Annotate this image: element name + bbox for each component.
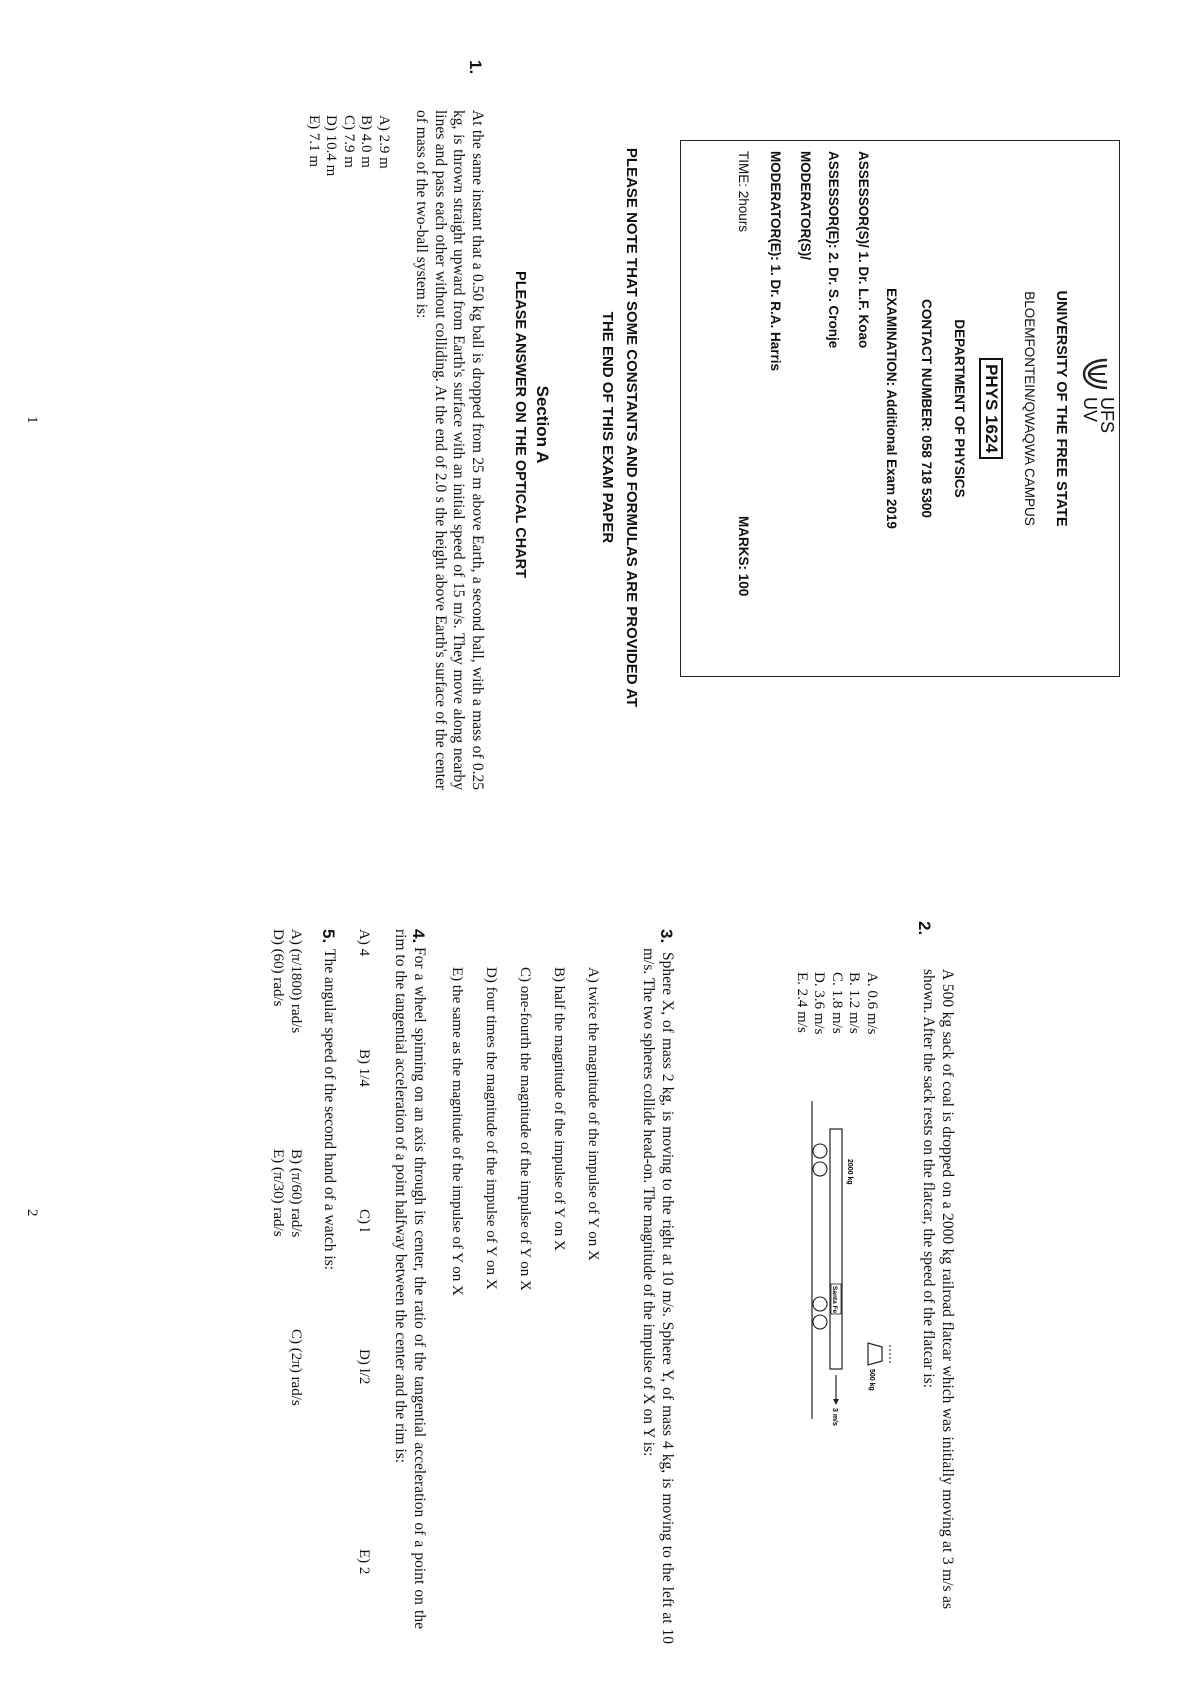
sack-mass-label: 500 kg bbox=[868, 1369, 875, 1391]
wheel-icon bbox=[813, 1144, 827, 1329]
question-1-number: 1. bbox=[466, 60, 485, 75]
option-d: D) 10.4 m bbox=[323, 115, 340, 177]
question-1-options bbox=[305, 115, 393, 176]
question-4-option-c: C) l bbox=[356, 1209, 372, 1232]
question-3-text: Sphere X, of mass 2 kg, is moving to the right at 10 m/s. Sphere Y, of mass 4 kg, is moving to the left at 10 m/s. The two spheres collide head-on. The magnitude of the impulse of X on Y is: bbox=[640, 948, 676, 1644]
car-name-label: Santa Fe bbox=[831, 1286, 838, 1314]
question-5-option-d: D) (60) rad/s bbox=[270, 929, 286, 1007]
ufs-emblem-icon bbox=[1081, 357, 1111, 391]
flatcar-figure bbox=[790, 1099, 900, 1459]
university-logo bbox=[1079, 357, 1117, 477]
option-d: D. 3.6 m/s bbox=[811, 972, 828, 1035]
question-3-option-d: D) four times the magnitude of the impulse of Y on X bbox=[483, 967, 499, 1290]
page-number-1: 1 bbox=[24, 416, 40, 424]
option-e: E. 2.4 m/s bbox=[794, 972, 810, 1033]
question-5-text: The angular speed of the second hand of a watch is: bbox=[321, 949, 338, 1271]
question-3-number: 3. bbox=[657, 929, 676, 944]
course-code: PHYS 1624 bbox=[979, 358, 1003, 459]
exam-marks: MARKS: 100 bbox=[736, 516, 751, 597]
notice-line-1: PLEASE NOTE THAT SOME CONSTANTS AND FORMULAS ARE PROVIDED AT bbox=[623, 147, 640, 708]
question-2-text: A 500 kg sack of coal is dropped on a 2000 kg railroad flatcar which was initially moving at 3 m/s as shown. After the sack rests on the flatcar, the speed of the flatcar is: bbox=[920, 969, 956, 1609]
question-4-number: 4. bbox=[409, 929, 428, 944]
exam-duration: TIME: 2hours bbox=[736, 151, 751, 233]
campus-name: BLOEMFONTEIN/QWAQWA CAMPUS bbox=[1022, 291, 1037, 526]
examination-title: EXAMINATION: Additional Exam 2019 bbox=[884, 288, 899, 529]
question-4-option-a: A) 4 bbox=[356, 929, 372, 957]
question-5-option-c: C) (2π) rad/s bbox=[288, 1329, 304, 1406]
department-name: DEPARTMENT OF PHYSICS bbox=[952, 319, 967, 498]
question-1-text: At the same instant that a 0.50 kg ball is dropped from 25 m above Earth, a second ball, with a mass of 0.25 kg, is thrown straight upward from Earth's surface with an initial speed of 15 m/s. They move along nearby lines and pass each other without colliding. At the end of 2.0 s the height above Earth's surface of the center of mass of the two-ball system is: bbox=[413, 110, 486, 790]
coal-sack-icon bbox=[868, 1343, 890, 1365]
question-2-number: 2. bbox=[915, 921, 934, 936]
question-3-option-c: C) one-fourth the magnitude of the impulse of Y on X bbox=[517, 967, 533, 1291]
moderator-name: MODERATOR(E): 1. Dr. R.A. Harris bbox=[768, 151, 783, 372]
assessor-1: ASSESSOR(S)/ 1. Dr. L.F. Koao bbox=[856, 151, 871, 349]
option-c: C) 7.9 m bbox=[341, 115, 357, 168]
question-2-options bbox=[793, 972, 881, 1035]
section-title: Section A bbox=[533, 385, 552, 464]
moderator-label: MODERATOR(S)/ bbox=[798, 151, 813, 260]
page-number-2: 2 bbox=[24, 1209, 40, 1217]
exam-page-2 bbox=[0, 849, 1200, 1698]
question-5-option-a: A) (π/1800) rad/s bbox=[288, 929, 304, 1034]
university-name: UNIVERSITY OF THE FREE STATE bbox=[1053, 290, 1069, 527]
option-b: B. 1.2 m/s bbox=[846, 972, 863, 1034]
question-5-number: 5. bbox=[319, 929, 338, 944]
question-3-option-e: E) the same as the magnitude of the impulse of Y on X bbox=[449, 967, 465, 1296]
assessor-2: ASSESSOR(E): 2. Dr. S. Cronje bbox=[826, 151, 841, 349]
option-b: B) 4.0 m bbox=[358, 115, 375, 168]
option-e: E) 7.1 m bbox=[306, 115, 322, 168]
question-5-option-b: B) (π/60) rad/s bbox=[288, 1149, 304, 1238]
flatcar-deck bbox=[830, 1129, 842, 1369]
notice-line-2: THE END OF THIS EXAM PAPER bbox=[599, 311, 616, 544]
contact-number: CONTACT NUMBER: 058 718 5300 bbox=[919, 299, 934, 518]
option-c: C. 1.8 m/s bbox=[829, 972, 845, 1034]
velocity-label: 3 m/s bbox=[831, 1408, 838, 1426]
section-instruction: PLEASE ANSWER ON THE OPTICAL CHART bbox=[512, 271, 528, 578]
velocity-arrowhead-icon bbox=[833, 1399, 839, 1405]
cover-info-box bbox=[680, 140, 1120, 677]
question-4-option-e: E) 2 bbox=[356, 1549, 372, 1575]
question-3-option-b: B) half the magnitude of the impulse of Y on X bbox=[551, 967, 567, 1251]
option-a: A) 2.9 m bbox=[376, 115, 392, 169]
car-mass-label: 2000 kg bbox=[846, 1159, 853, 1185]
question-3-option-a: A) twice the magnitude of the impulse of Y on X bbox=[585, 967, 601, 1261]
option-a: A. 0.6 m/s bbox=[864, 972, 880, 1035]
course-code-wrap bbox=[979, 141, 1003, 676]
question-4-text: For a wheel spinning on an axis through its center, the ratio of the tangential acceleration of a point on the rim to the tangential acceleration of a point halfway between the center and the rim is: bbox=[392, 929, 428, 1629]
logo-text: UFS UV bbox=[1080, 397, 1117, 433]
question-4-option-b: B) 1/4 bbox=[356, 1049, 372, 1087]
question-4-option-d: D) l/2 bbox=[356, 1349, 372, 1385]
question-5-option-e: E) (π/30) rad/s bbox=[270, 1149, 286, 1237]
